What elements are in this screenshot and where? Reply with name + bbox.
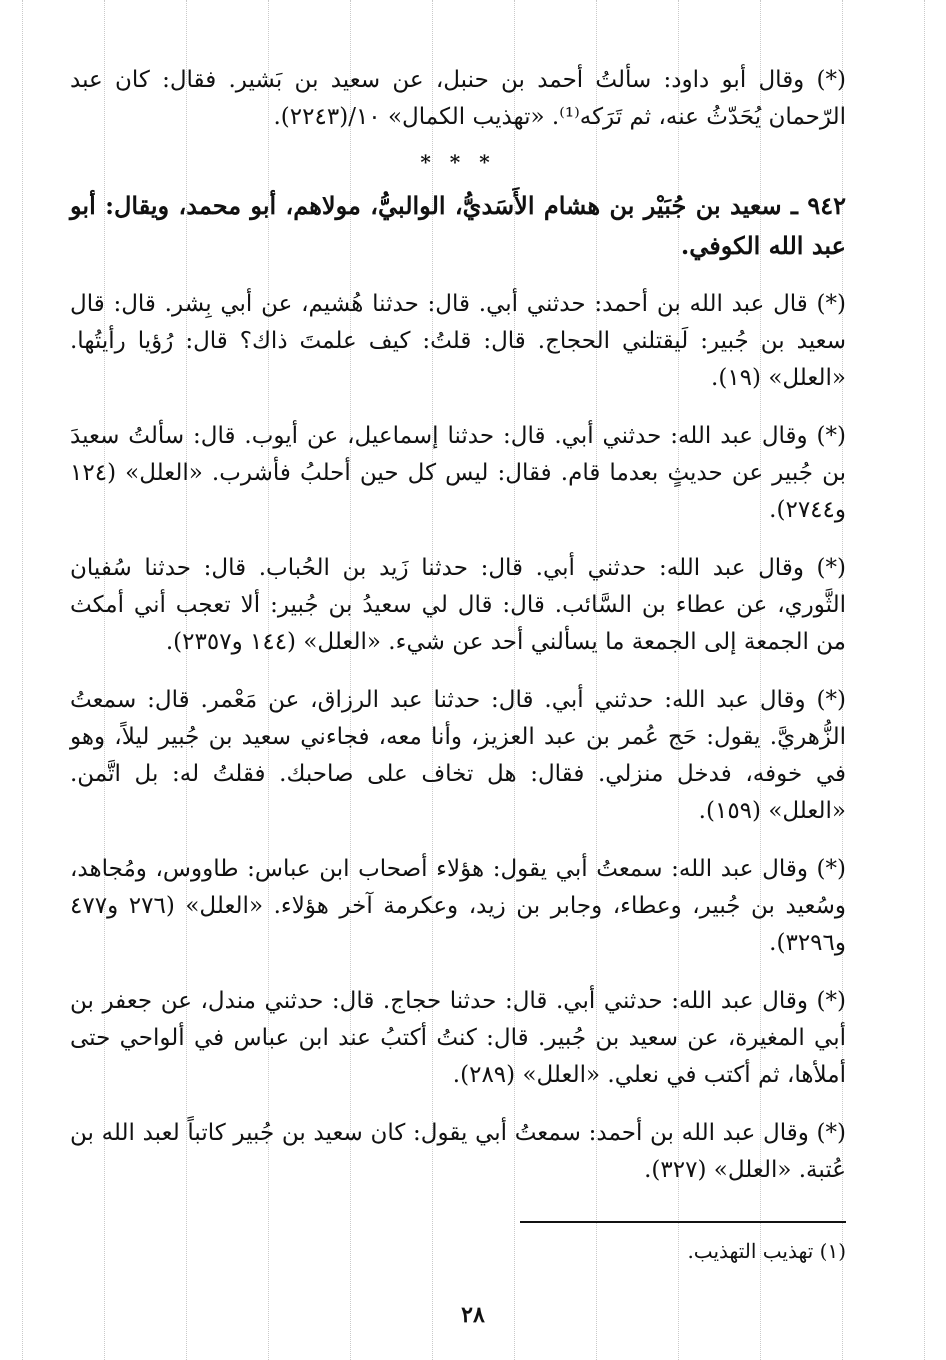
narration-paragraph: (*) وقال عبد الله بن أحمد: سمعتُ أبي يقول: كان سعيد بن جُبير كاتباً لعبد الله بن عُتبة. «العلل» (٣٢٧). bbox=[70, 1120, 846, 1183]
margin-guide-line bbox=[924, 0, 925, 1360]
narration-paragraph: (*) وقال عبد الله: حدثني أبي. قال: حدثنا حجاج. قال: حدثني مندل، عن جعفر بن أبي المغيرة، عن سعيد بن جُبير. قال: كنتُ أكتبُ عند ابن عباس في ألواحي حتى أملأها، ثم أكتب في نعلي. «العلل» (٢٨٩). bbox=[70, 988, 846, 1088]
entry-heading: ٩٤٢ ـ سعيد بن جُبَيْر بن هشام الأَسَديُّ، الوالبيُّ، مولاهم، أبو محمد، ويقال: أبو عبد الله الكوفي. bbox=[70, 191, 847, 260]
narration-paragraph: (*) وقال عبد الله: سمعتُ أبي يقول: هؤلاء أصحاب ابن عباس: طاووس، ومُجاهد، وسُعيد بن جُبير، وعطاء، وجابر بن زيد، وعكرمة آخر هؤلاء. «العلل» (٢٧٦ و٤٧٧ و٣٢٩٦). bbox=[70, 856, 847, 956]
narration-paragraph: (*) وقال عبد الله: حدثني أبي. قال: حدثنا إسماعيل، عن أيوب. قال: سألتُ سعيدَ بن جُبير عن حديثٍ بعدما قام. فقال: ليس كل حين أحلبُ فأشرب. «العلل» (١٢٤ و٢٧٤٤). bbox=[70, 423, 846, 523]
page-number: ٢٨ bbox=[461, 1302, 485, 1328]
narration-paragraph: (*) وقال عبد الله: حدثني أبي. قال: حدثنا زَيد بن الحُباب. قال: حدثنا سُفيان الثَّوري، عن عطاء بن السَّائب. قال: قال لي سعيدُ بن جُبير: ألا تعجب أني أمكث من الجمعة إلى الجمعة ما يسألني أحد عن شيء. «العلل» (١٤٤ و٢٣٥٧). bbox=[70, 555, 846, 655]
section-separator: * * * bbox=[420, 150, 496, 174]
margin-guide-line bbox=[22, 0, 23, 1360]
footnote-divider bbox=[520, 1221, 846, 1223]
main-text bbox=[70, 62, 846, 1210]
narration-paragraph: (*) وقال أبو داود: سألتُ أحمد بن حنبل، عن سعيد بن بَشير. فقال: كان عبد الرّحمان يُحَدّثُ عنه، ثم تَرَكه⁽¹⁾. «تهذيب الكمال» ١٠/(٢٢٤٣). bbox=[70, 67, 846, 130]
footnote: (١) تهذيب التهذيب. bbox=[687, 1239, 846, 1263]
narration-paragraph: (*) وقال عبد الله: حدثني أبي. قال: حدثنا عبد الرزاق، عن مَعْمر. قال: سمعتُ الزُّهريَّ. يقول: حَج عُمر بن عبد العزيز، وأنا معه، فجاءني سعيد بن جُبير ليلاً، وهو في خوفه، فدخل منزلي. فقال: هل تخاف على صاحبك. فقلتُ له: بل اتَّمن. «العلل» (١٥٩). bbox=[70, 687, 846, 824]
narration-paragraph: (*) قال عبد الله بن أحمد: حدثني أبي. قال: حدثنا هُشيم، عن أبي بِشر. قال: قال سعيد بن جُبير: لَيقتلني الحجاج. قال: قلتُ: كيف علمتَ ذاك؟ قال: رُؤيا رأيتُها. «العلل» (١٩). bbox=[70, 291, 846, 391]
